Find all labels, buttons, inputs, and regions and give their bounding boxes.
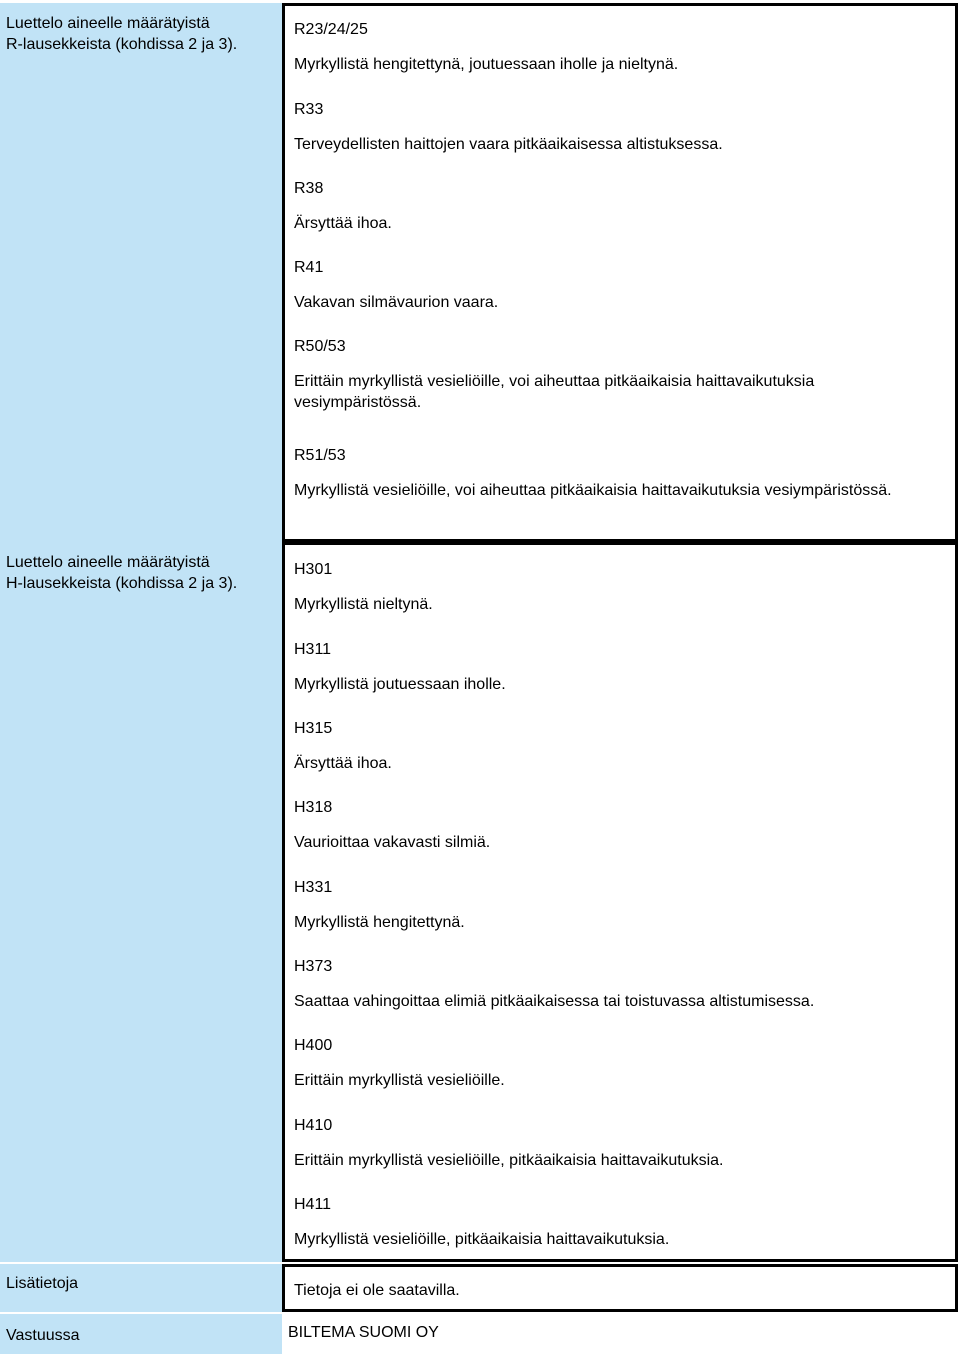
responsible-label: Vastuussa	[6, 1327, 80, 1344]
h-phrase-code: H373	[294, 958, 333, 975]
r-phrase-text: Myrkyllistä hengitettynä, joutuessaan iholle ja nieltynä.	[294, 56, 679, 73]
r-phrase-item	[294, 445, 945, 501]
r-phrase-code: R23/24/25	[294, 21, 368, 38]
h-phrases-section	[0, 542, 960, 1262]
r-phrase-text: Ärsyttää ihoa.	[294, 215, 392, 232]
h-phrase-text: Saattaa vahingoittaa elimiä pitkäaikaisessa tai toistuvassa altistumisessa.	[294, 993, 815, 1010]
h-phrase-text: Myrkyllistä vesieliöille, pitkäaikaisia haittavaikutuksia.	[294, 1231, 670, 1248]
h-phrase-item	[294, 877, 945, 933]
r-phrase-item	[294, 178, 945, 234]
h-phrase-item	[294, 559, 945, 615]
h-phrase-code: H331	[294, 879, 333, 896]
extra-info-value: Tietoja ei ole saatavilla.	[294, 1282, 460, 1299]
r-phrases-label	[0, 3, 282, 542]
r-phrase-code: R50/53	[294, 338, 346, 355]
r-phrase-text: Erittäin myrkyllistä vesieliöille, voi aiheuttaa pitkäaikaisia haittavaikutuksia vesiympäristössä.	[294, 373, 815, 411]
h-phrase-text: Myrkyllistä joutuessaan iholle.	[294, 676, 506, 693]
r-phrase-text: Myrkyllistä vesieliöille, voi aiheuttaa pitkäaikaisia haittavaikutuksia vesiympäristössä.	[294, 482, 892, 499]
h-phrase-item	[294, 1035, 945, 1091]
r-phrases-section	[0, 3, 960, 542]
h-phrases-label-line2: H-lausekkeista (kohdissa 2 ja 3).	[6, 575, 238, 592]
r-phrases-label-line1: Luettelo aineelle määrätyistä	[6, 15, 210, 32]
h-phrases-label	[0, 542, 282, 1262]
h-phrase-code: H315	[294, 720, 333, 737]
h-phrase-text: Vaurioittaa vakavasti silmiä.	[294, 834, 491, 851]
extra-info-box	[282, 1264, 958, 1312]
h-phrase-code: H411	[294, 1196, 332, 1213]
responsible-section	[0, 1314, 960, 1354]
r-phrase-item	[294, 99, 945, 155]
h-phrase-text: Erittäin myrkyllistä vesieliöille, pitkäaikaisia haittavaikutuksia.	[294, 1152, 724, 1169]
h-phrase-text: Erittäin myrkyllistä vesieliöille.	[294, 1072, 505, 1089]
h-phrase-text: Myrkyllistä nieltynä.	[294, 596, 433, 613]
r-phrases-box	[282, 3, 958, 542]
h-phrases-label-line1: Luettelo aineelle määrätyistä	[6, 554, 210, 571]
h-phrase-code: H318	[294, 799, 333, 816]
r-phrase-item	[294, 336, 945, 413]
h-phrase-item	[294, 956, 945, 1012]
responsible-label-cell	[0, 1314, 282, 1354]
h-phrase-item	[294, 639, 945, 695]
h-phrase-item	[294, 718, 945, 774]
h-phrase-code: H410	[294, 1117, 333, 1134]
extra-info-section	[0, 1264, 960, 1312]
h-phrase-item	[294, 1115, 945, 1171]
extra-info-label-cell	[0, 1264, 282, 1312]
r-phrase-item	[294, 19, 945, 75]
r-phrase-item	[294, 257, 945, 313]
h-phrase-text: Myrkyllistä hengitettynä.	[294, 914, 465, 931]
h-phrase-item	[294, 797, 945, 853]
h-phrase-code: H311	[294, 641, 332, 658]
r-phrase-code: R38	[294, 180, 324, 197]
r-phrase-text: Vakavan silmävaurion vaara.	[294, 294, 499, 311]
h-phrase-text: Ärsyttää ihoa.	[294, 755, 392, 772]
r-phrases-label-line2: R-lausekkeista (kohdissa 2 ja 3).	[6, 36, 238, 53]
r-phrase-text: Terveydellisten haittojen vaara pitkäaikaisessa altistuksessa.	[294, 136, 723, 153]
h-phrase-code: H400	[294, 1037, 333, 1054]
r-phrase-code: R41	[294, 259, 324, 276]
extra-info-label: Lisätietoja	[6, 1275, 79, 1292]
h-phrase-code: H301	[294, 561, 333, 578]
h-phrases-box	[282, 542, 958, 1262]
r-phrase-code: R33	[294, 101, 324, 118]
h-phrase-item	[294, 1194, 945, 1250]
r-phrase-code: R51/53	[294, 447, 346, 464]
responsible-value: BILTEMA SUOMI OY	[288, 1324, 439, 1341]
